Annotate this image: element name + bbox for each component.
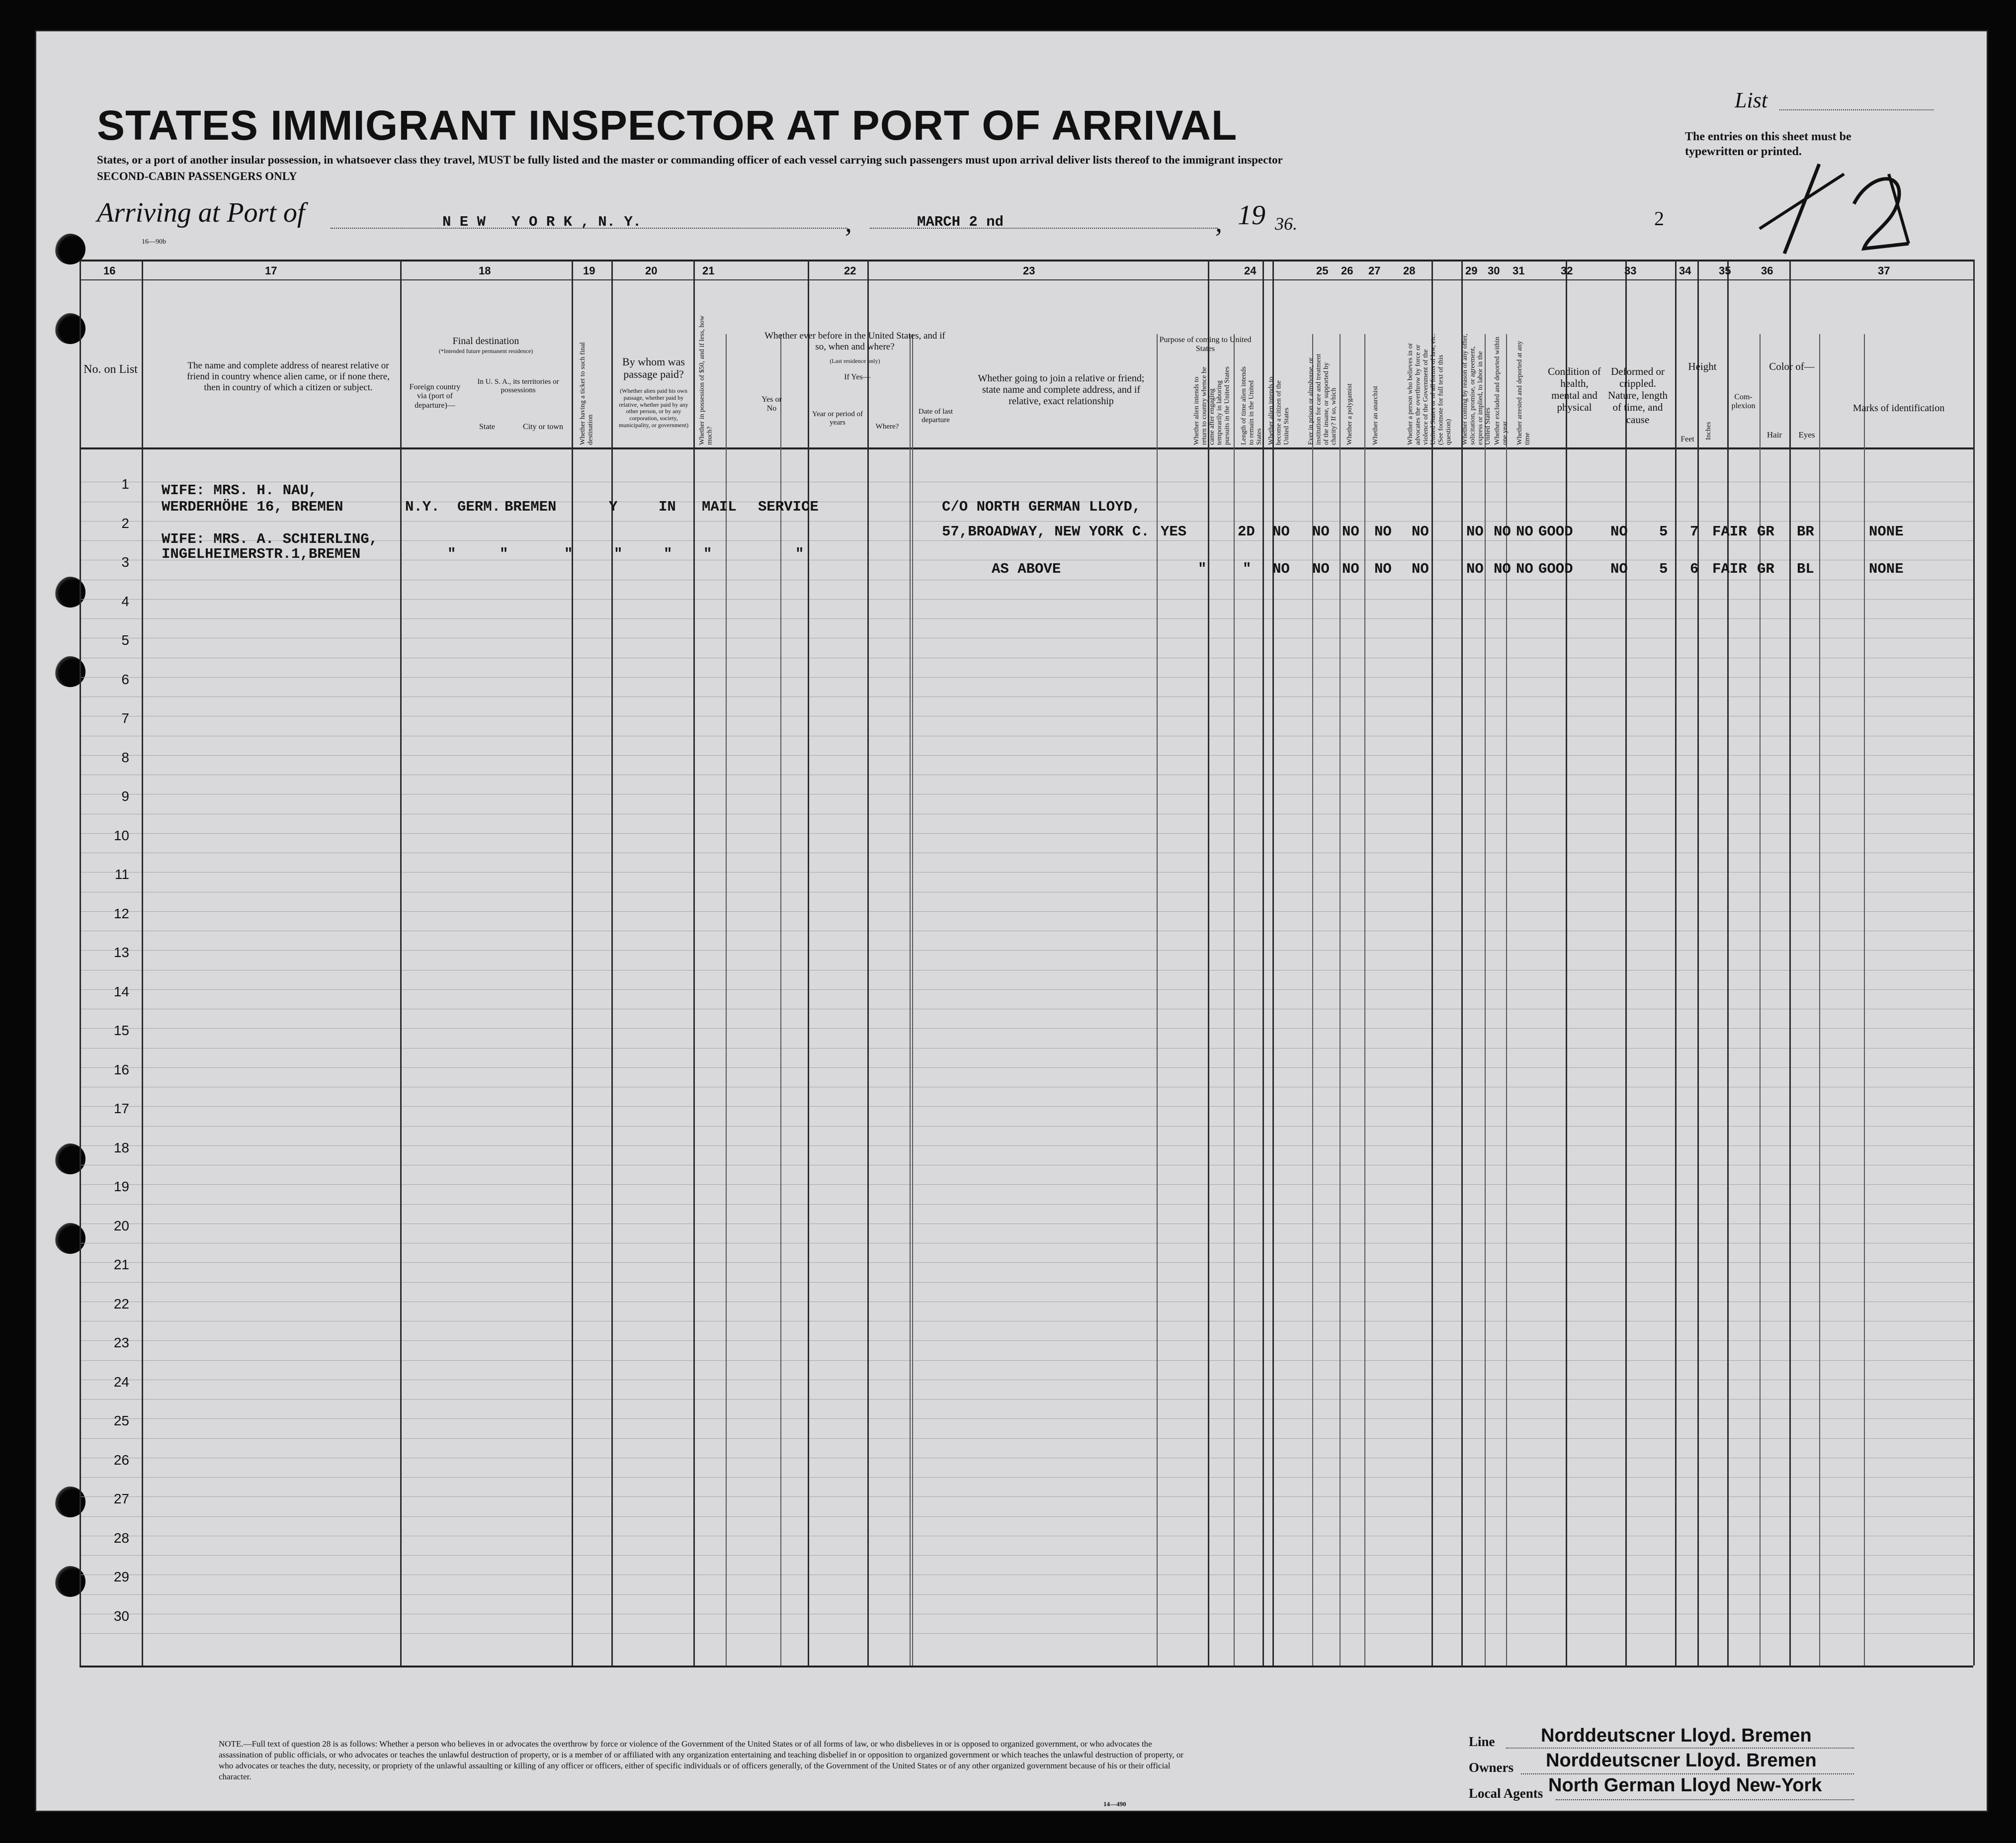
entry-feet: 5 [1659, 561, 1668, 577]
column-number: 22 [844, 264, 856, 277]
row-number: 11 [114, 867, 129, 882]
header-anarchist: Whether an anarchist [1372, 386, 1379, 445]
header-health: Condition of health, mental and physical [1548, 365, 1601, 414]
column-number: 35 [1719, 264, 1731, 277]
column-rule [142, 260, 143, 1666]
ruling-line [80, 1204, 1973, 1205]
year-prefix: 19 [1238, 200, 1265, 231]
entry-state: GERM. [457, 499, 501, 515]
column-number: 23 [1023, 264, 1035, 277]
list-note: The entries on this sheet must be typewritten or printed. [1685, 130, 1851, 158]
header-purpose-length: Length of time alien intends to remain in the United States [1240, 366, 1263, 445]
row-number: 28 [113, 1530, 129, 1546]
column-number: 34 [1679, 264, 1691, 277]
ruling-line [80, 1145, 1973, 1146]
ruling-line [80, 1184, 1973, 1185]
column-number: 18 [479, 264, 491, 277]
header-purpose-citizen: Whether alien intends to become a citizen of the United States [1267, 376, 1290, 445]
header-nearest-relative: The name and complete address of nearest relative or friend in country whence alien came, or if none there, then in country of which a citizen or subject. [187, 360, 390, 393]
entry-offer: NO [1466, 561, 1484, 577]
column-rule [1727, 260, 1729, 1666]
column-rule [693, 260, 695, 1666]
column-rule [912, 334, 913, 1666]
manifest-sheet: STATES IMMIGRANT INSPECTOR AT PORT OF ARRIVAL States, or a port of another insular possession, in whatsoever class they travel, MUST be fully listed and the master or commanding officer of each vessel carrying such passengers must upon arrival deliver lists thereof to the immigrant inspector SECOND-CABIN PASSENGERS ONLY Arriving at Port of N E W Y O R K , N. Y. , MARCH 2 nd , 19 36. List The entries on this sheet must be typewritten or printed. 2 16—90b NOTE.—Full text of question 28 is as follows: Whether a person who believes in or advocates the overthrow by force or violence of the Government of the United States or of all forms of law, or who disbelieves in or is opposed to organized government, or who advocates the assassination of public officials, or who advocates or teaches the unlawful destruction of property, or is a member of or affiliated with any organization entertaining and teaching disbelief in or opposition to organized government or which teaches the unlawful destruction of property, or who advocates or teaches the duty, necessity, or propriety of the unlawful assaulting or killing of any officer or officers, either of specific individuals or of officers generally, of the Government of the United States or of any other organized government because of his or their official character. 14—490 Line Norddeutscner Lloyd. Bremen Owners Norddeutscner Lloyd. Bremen Local Agents North German Lloyd New-York 16 17 18 19 20 21 22 23 24 25 26 27 28 29 30 31 32 33 34 35 36 37 No. on List The name and complete address of nearest relative or friend in country whence alien came, or if none there, then in country of which a citizen or subject. Final destination (*Intended future permanent residence) Foreign country via (port of departure)— In U. S. A., its territories or possessions State City or town Whether having a ticket to such final destination By whom was passage paid? (Whether alien paid his own passage, whether paid by relative, whether paid by any other person, or by any corporation, society, municipality, or government) Whether in possession of $50, and if less, how much? Whether ever before in the United States, and if so, when and where? (Last residence only) Yes or No If Yes— Year or period of years Where? Date of last departure Whether going to join a relative or friend; state name and complete address, and if relative, exact relationship Purpose of coming to United States Whether alien intends to return to country whence he came after engaging temporarily in laboring pursuits in the United States Length of time alien intends to remain in the United States Whether alien intends to become a citizen of the United States Ever in prison or almshouse, or institution for care and treatment of the insane, or supported by charity? If so, which Whether a polygamist Whether an anarchist Whether a person who believes in or advocates the overthrow by force or violence of the Government of the United States or of all forms of law, etc. (See footnote for full text of this question) Whether coming by reason of any offer, solicitation, promise, or agreement, express or implied, to labor in the United States Whether excluded and deported within one year Whether arrested and deported at any time Condition of health, mental and physical Deformed or crippled. Nature, length of time, and cause Height Feet Inches Com- plexion Color of— Hair Eyes Marks of identification 1 2 3 4 5 6 7 8 9 10 11 12 13 14 15 16 17 18 19 20 21 22 23 24 25 26 27 28 29 30 WIFE: MRS. H. NAU, WERDERHÖHE 16, BREMEN N.Y. GERM. BREMEN Y IN MAIL SERVICE C/O NORTH GERMAN LLOYD, 57,BROADWAY, NEW YORK C. YES 2D NO NO NO NO NO NO NO NO GOOD NO 5 7 FAIR GR BR NONE WIFE: MRS. A. SCHIERLING, INGELHEIMERSTR.1,BREMEN " " " " " " " AS ABOVE " " NO NO NO NO NO NO NO NO GOOD NO 5 6 FAIR GR BL NONE [35, 30, 1988, 1812]
column-rule [1364, 334, 1365, 1666]
column-rule [1819, 334, 1820, 1666]
ruling-line [80, 1516, 1973, 1517]
entry-relative: WIFE: MRS. H. NAU, [162, 482, 318, 499]
column-number: 19 [583, 264, 595, 277]
entry-join: C/O NORTH GERMAN LLOYD, [942, 499, 1141, 515]
entry-ditto: " [703, 546, 712, 562]
entry-complexion: FAIR [1712, 561, 1747, 577]
column-rule [400, 260, 402, 1666]
row-number: 14 [113, 983, 129, 999]
column-number: 25 [1316, 264, 1329, 277]
arriving-label: Arriving at Port of [97, 197, 305, 228]
row-number: 20 [113, 1218, 129, 1233]
header-if-yes: If Yes— [844, 373, 871, 381]
entry-prison: NO [1312, 561, 1330, 577]
column-number: 20 [645, 264, 658, 277]
entry-ditto: " [614, 546, 623, 562]
column-number: 31 [1512, 264, 1525, 277]
table-top-border [80, 260, 1973, 262]
entry-relative-address: INGELHEIMERSTR.1,BREMEN [162, 546, 361, 562]
entry-inches: 6 [1690, 561, 1699, 577]
entry-ditto: " [1243, 561, 1252, 577]
entry-passage-paid: IN MAIL [659, 499, 737, 515]
ruling-line [80, 1360, 1973, 1361]
column-rule [572, 260, 573, 1666]
header-ticket: Whether having a ticket to such final destination [579, 342, 594, 445]
column-rule [611, 260, 613, 1666]
column-number: 24 [1244, 264, 1257, 277]
column-number: 27 [1368, 264, 1381, 277]
line-label: Line [1469, 1734, 1495, 1749]
entry-complexion: FAIR [1712, 524, 1747, 540]
header-foreign-country: Foreign country via (port of departure)— [409, 383, 461, 410]
row-number: 18 [113, 1140, 129, 1155]
line-value: Norddeutscner Lloyd. Bremen [1541, 1725, 1812, 1746]
column-rule [1625, 260, 1627, 1666]
entry-city: BREMEN [504, 499, 557, 515]
header-join-relative: Whether going to join a relative or friend; state name and complete address, and if relative, exact relationship [978, 373, 1145, 407]
row-number: 30 [113, 1608, 129, 1624]
row-number: 25 [113, 1413, 129, 1428]
entry-polygamist: NO [1342, 524, 1359, 540]
year-suffix: 36. [1275, 214, 1297, 234]
row-number: 6 [121, 671, 129, 687]
column-number: 26 [1341, 264, 1353, 277]
column-number: 21 [702, 264, 715, 277]
header-last-departure: Date of last departure [918, 408, 953, 425]
ruling-line [80, 1106, 1973, 1107]
port-value: N E W Y O R K , N. Y. [442, 214, 642, 230]
ruling-line [80, 1399, 1973, 1400]
entry-excluded: NO [1494, 524, 1511, 540]
entry-relative: WIFE: MRS. A. SCHIERLING, [162, 531, 378, 547]
header-yes-no: Yes or No [761, 395, 782, 413]
column-rule [1208, 260, 1209, 1666]
header-color-of: Color of— [1769, 360, 1815, 372]
row-number: 3 [121, 554, 129, 570]
row-number: 1 [121, 476, 129, 492]
entry-health: GOOD [1538, 561, 1573, 577]
header-hair: Hair [1766, 430, 1782, 439]
entry-feet: 5 [1659, 524, 1668, 540]
ruling-line [80, 833, 1973, 834]
header-purpose-return: Whether alien intends to return to country whence he came after engaging temporarily in laboring pursuits in the United States [1193, 366, 1231, 445]
header-final-destination: Final destination [452, 336, 519, 347]
entry-ticket: Y [609, 499, 618, 515]
agents-label: Local Agents [1469, 1786, 1543, 1801]
column-rule [1262, 260, 1264, 1666]
row-number: 8 [121, 749, 129, 765]
ruling-line [80, 1633, 1973, 1634]
list-number: 2 [1654, 207, 1664, 230]
ruling-line [80, 1496, 1973, 1497]
ruling-line [80, 599, 1973, 600]
column-number: 17 [265, 264, 277, 277]
row-number: 19 [113, 1179, 129, 1194]
list-label: List [1735, 88, 1768, 112]
ruling-line [80, 872, 1973, 873]
header-marks: Marks of identification [1852, 403, 1945, 414]
entry-marks: NONE [1869, 561, 1904, 577]
column-rule [1272, 260, 1274, 1666]
column-rule [1864, 334, 1865, 1666]
ruling-line [80, 1126, 1973, 1127]
column-number: 36 [1761, 264, 1773, 277]
ruling-line [80, 521, 1973, 522]
header-purpose: Purpose of coming to United States [1159, 336, 1252, 353]
header-ever-in-us: Whether ever before in the United States, and if so, when and where? [764, 331, 945, 352]
footnote-q28: NOTE.—Full text of question 28 is as follows: Whether a person who believes in or advocates the overthrow by force or violence of the Government of the United States or of all forms of law, or who disbelieves in or is opposed to organized government, or who advocates the assassination of public officials, or who advocates or teaches the unlawful destruction of property, or is a member of or affiliated with any organization entertaining and teaching disbelief in or opposition to organized government or which teaches the unlawful destruction of property, or who advocates or teaches the duty, necessity, or propriety of the unlawful assaulting or killing of any officer or officers, either of specific individuals or of officers generally, of the Government of the United States or of any other organized government because of his or their official character. [219, 1739, 1184, 1782]
header-height: Height [1688, 360, 1717, 372]
column-rule [808, 260, 809, 1666]
ruling-line [80, 618, 1973, 619]
header-eyes: Eyes [1798, 430, 1815, 439]
entry-join: AS ABOVE [992, 561, 1061, 577]
header-inches: Inches [1705, 422, 1712, 440]
entry-ditto: " [447, 546, 456, 562]
header-class: SECOND-CABIN PASSENGERS ONLY [97, 170, 297, 182]
column-rule [1973, 260, 1975, 1666]
ruling-line [80, 1048, 1973, 1049]
entry-hair: GR [1757, 561, 1774, 577]
header-final-destination-sub: (*Intended future permanent residence) [438, 348, 533, 354]
entry-hair: GR [1757, 524, 1774, 540]
row-number: 29 [113, 1569, 129, 1584]
ruling-line [80, 1340, 1973, 1341]
column-rule [1675, 260, 1677, 1666]
row-number: 23 [113, 1335, 129, 1350]
header-deformed: Deformed or crippled. Nature, length of time, and cause [1607, 365, 1668, 426]
row-number: 2 [121, 515, 129, 531]
column-rule [780, 334, 781, 1666]
ruling-line [80, 1438, 1973, 1439]
column-rule [1566, 260, 1567, 1666]
row-number: 16 [113, 1061, 129, 1077]
entry-arrested: NO [1516, 524, 1533, 540]
header-where: Where? [875, 423, 899, 431]
entry-ditto: " [564, 546, 573, 562]
column-rule [910, 334, 911, 1666]
header-feet: Feet [1680, 435, 1694, 443]
ruling-line [80, 950, 1973, 951]
header-subtitle: States, or a port of another insular possession, in whatsoever class they travel, MUST be fully listed and the master or commanding officer of each vessel carrying such passengers must upon arrival deliver lists thereof to the immigrant inspector [97, 154, 1283, 166]
column-rule [1157, 334, 1158, 1666]
column-rule [80, 260, 81, 1666]
header-passage-paid-sub: (Whether alien paid his own passage, whether paid by relative, whether paid by any other person, or by any corporation, society, municipality, or government) [618, 387, 689, 429]
header-complexion: Com- plexion [1731, 393, 1756, 411]
ruling-line [80, 1262, 1973, 1263]
entry-length: 2D [1238, 524, 1255, 540]
header-offer: Whether coming by reason of any offer, solicitation, promise, or agreement, express or implied, to labor in the United States [1461, 334, 1492, 445]
row-number: 15 [113, 1023, 129, 1038]
entry-deformed: NO [1610, 524, 1628, 540]
row-number: 27 [113, 1491, 129, 1506]
entry-eyes: BR [1797, 524, 1814, 540]
column-rule [1461, 260, 1463, 1666]
column-rule [726, 334, 727, 1666]
column-number: 30 [1488, 264, 1500, 277]
header-state: State [479, 423, 495, 431]
date-value: MARCH 2 nd [917, 214, 1004, 230]
ruling-line [80, 755, 1973, 756]
entry-purpose: YES [1161, 524, 1187, 540]
header-polygamist: Whether a polygamist [1346, 383, 1353, 445]
ruling-line [80, 1594, 1973, 1595]
row-number: 4 [121, 593, 129, 609]
entry-overthrow: NO [1412, 561, 1429, 577]
header-passage-paid: By whom was passage paid? [622, 355, 685, 381]
column-number: 16 [103, 264, 116, 277]
entry-offer: NO [1466, 524, 1484, 540]
column-rule [1697, 260, 1699, 1666]
entry-ever-in-us: SERVICE [758, 499, 819, 515]
row-number: 7 [121, 710, 129, 726]
entry-ditto: " [664, 546, 672, 562]
entry-health: GOOD [1538, 524, 1573, 540]
entry-eyes: BL [1797, 561, 1814, 577]
entry-overthrow: NO [1412, 524, 1429, 540]
entry-deformed: NO [1610, 561, 1628, 577]
row-number: 17 [113, 1101, 129, 1116]
entry-arrested: NO [1516, 561, 1533, 577]
entry-anarchist: NO [1374, 524, 1392, 540]
entry-ditto: " [1198, 561, 1207, 577]
page-title: STATES IMMIGRANT INSPECTOR AT PORT OF ARRIVAL [97, 102, 1238, 149]
ruling-line [80, 1418, 1973, 1419]
handwritten-list-mark [1740, 144, 1958, 263]
column-rule [1234, 334, 1235, 1666]
header-city: City or town [523, 423, 563, 431]
ruling-line [80, 1067, 1973, 1068]
ruling-line [80, 1282, 1973, 1283]
row-number: 12 [113, 905, 129, 921]
column-rule [1485, 334, 1486, 1666]
column-number: 37 [1878, 264, 1890, 277]
row-number: 5 [121, 632, 129, 648]
entry-ditto: " [795, 546, 804, 562]
entry-citizen: NO [1272, 524, 1290, 540]
header-excluded: Whether excluded and deported within one year [1494, 337, 1509, 445]
row-number: 13 [113, 945, 129, 960]
row-number: 26 [113, 1452, 129, 1468]
column-rule [867, 260, 869, 1666]
column-rule [1340, 334, 1341, 1666]
header-last-residence: (Last residence only) [830, 357, 880, 364]
ruling-line [80, 677, 1973, 678]
header-usa: In U. S. A., its territories or possessions [477, 378, 559, 395]
table-bottom-border [80, 1666, 1973, 1667]
header-years: Year or period of years [812, 410, 863, 427]
entry-marks: NONE [1869, 524, 1904, 540]
ruling-line [80, 989, 1973, 990]
ruling-line [80, 1477, 1973, 1478]
entry-prison: NO [1312, 524, 1330, 540]
entry-join-address: 57,BROADWAY, NEW YORK C. [942, 524, 1150, 540]
entry-citizen: NO [1272, 561, 1290, 577]
ruling-line [80, 1555, 1973, 1556]
colnum-divider [80, 279, 1973, 280]
ruling-line [80, 1028, 1973, 1029]
row-number: 10 [113, 827, 129, 843]
column-number: 33 [1624, 264, 1637, 277]
owners-value: Norddeutscner Lloyd. Bremen [1546, 1750, 1817, 1771]
entry-anarchist: NO [1374, 561, 1392, 577]
agents-value: North German Lloyd New-York [1548, 1775, 1822, 1796]
entry-excluded: NO [1494, 561, 1511, 577]
entry-inches: 7 [1690, 524, 1699, 540]
row-number: 21 [113, 1257, 129, 1272]
owners-label: Owners [1469, 1760, 1513, 1775]
column-number: 29 [1465, 264, 1478, 277]
row-number: 9 [121, 789, 129, 804]
entry-relative-address: WERDERHÖHE 16, BREMEN [162, 499, 343, 515]
header-overthrow: Whether a person who believes in or advocates the overthrow by force or violence of the Government of the United States or of all forms of law, etc. (See footnote for full text of this question) [1407, 334, 1452, 445]
entry-polygamist: NO [1342, 561, 1359, 577]
header-bottom-border [80, 447, 1973, 449]
column-rule [1431, 260, 1433, 1666]
header-arrested: Whether arrested and deported at any time [1516, 341, 1531, 445]
header-fifty-dollars: Whether in possession of $50, and if less, how much? [698, 315, 714, 445]
entry-ditto: " [500, 546, 508, 562]
header-no-on-list: No. on List [84, 363, 138, 376]
ruling-line [80, 911, 1973, 912]
header-prison: Ever in prison or almshouse, or institution for care and treatment of the insane, or supported by charity? If so, which [1307, 353, 1338, 445]
form-code: 16—90b [142, 238, 166, 246]
row-number: 24 [113, 1374, 129, 1390]
column-rule [1789, 260, 1791, 1666]
column-number: 32 [1561, 264, 1573, 277]
form-number: 14—490 [1103, 1800, 1126, 1808]
column-number: 28 [1403, 264, 1416, 277]
entry-foreign-country: N.Y. [405, 499, 440, 515]
row-number: 22 [113, 1296, 129, 1312]
